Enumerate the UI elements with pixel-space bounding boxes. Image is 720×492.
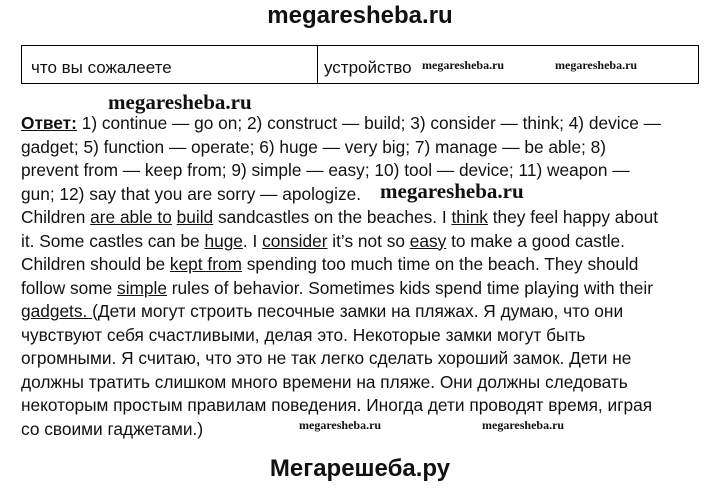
story-line-5: gadgets. (Дети могут строить песочные замки на пляжах. Я думаю, что они [21, 301, 624, 321]
story-line-3: Children should be kept from spending too much time on the beach. They should [21, 254, 639, 274]
story-line-1: Children are able to build sandcastles on the beaches. I think they feel happy about [21, 207, 659, 227]
watermark: megaresheba.ru [482, 418, 565, 432]
translation-line-4: некоторым простым правилам поведения. Иногда дети проводят время, играя [21, 395, 653, 415]
translation-line-2: огромными. Я считаю, что это не так легко сделать хороший замок. Дети не [21, 348, 632, 368]
translation-line-1: чувствуют себя счастливыми, делая это. Некоторые замки могут быть [21, 324, 586, 345]
translation-line-3: должны тратить слишком много времени на пляже. Они должны следовать [21, 371, 628, 392]
watermark: megaresheba.ru [299, 418, 382, 432]
answer-label: Ответ: [21, 113, 77, 133]
watermark: megaresheba.ru [555, 58, 638, 72]
story-line-4: follow some simple rules of behavior. Sometimes kids spend time playing with their [21, 277, 654, 298]
answer-line-1: Ответ: 1) continue — go on; 2) construct — build; 3) consider — think; 4) device — [21, 113, 661, 133]
table-cell-right-text: устройство [324, 58, 412, 77]
watermark: megaresheba.ru [380, 179, 524, 203]
answer-line-2: gadget; 5) function — operate; 6) huge — very big; 7) manage — be able; 8) [21, 136, 607, 157]
translation-line-5: со своими гаджетами.) [21, 418, 204, 439]
answer-line-4: gun; 12) say that you are sorry — apologize. [21, 183, 362, 204]
story-line-2: it. Some castles can be huge. I consider it’s not so easy to make a good castle. [21, 230, 625, 251]
answer-line-3: prevent from — keep from; 9) simple — easy; 10) tool — device; 11) weapon — [21, 160, 630, 180]
table-cell-left-text: что вы сожалеете [31, 58, 172, 77]
site-title-top: megaresheba.ru [267, 2, 453, 29]
watermark: megaresheba.ru [108, 90, 252, 114]
watermark: megaresheba.ru [422, 58, 505, 72]
site-title-bottom: Мегарешеба.ру [269, 455, 451, 482]
